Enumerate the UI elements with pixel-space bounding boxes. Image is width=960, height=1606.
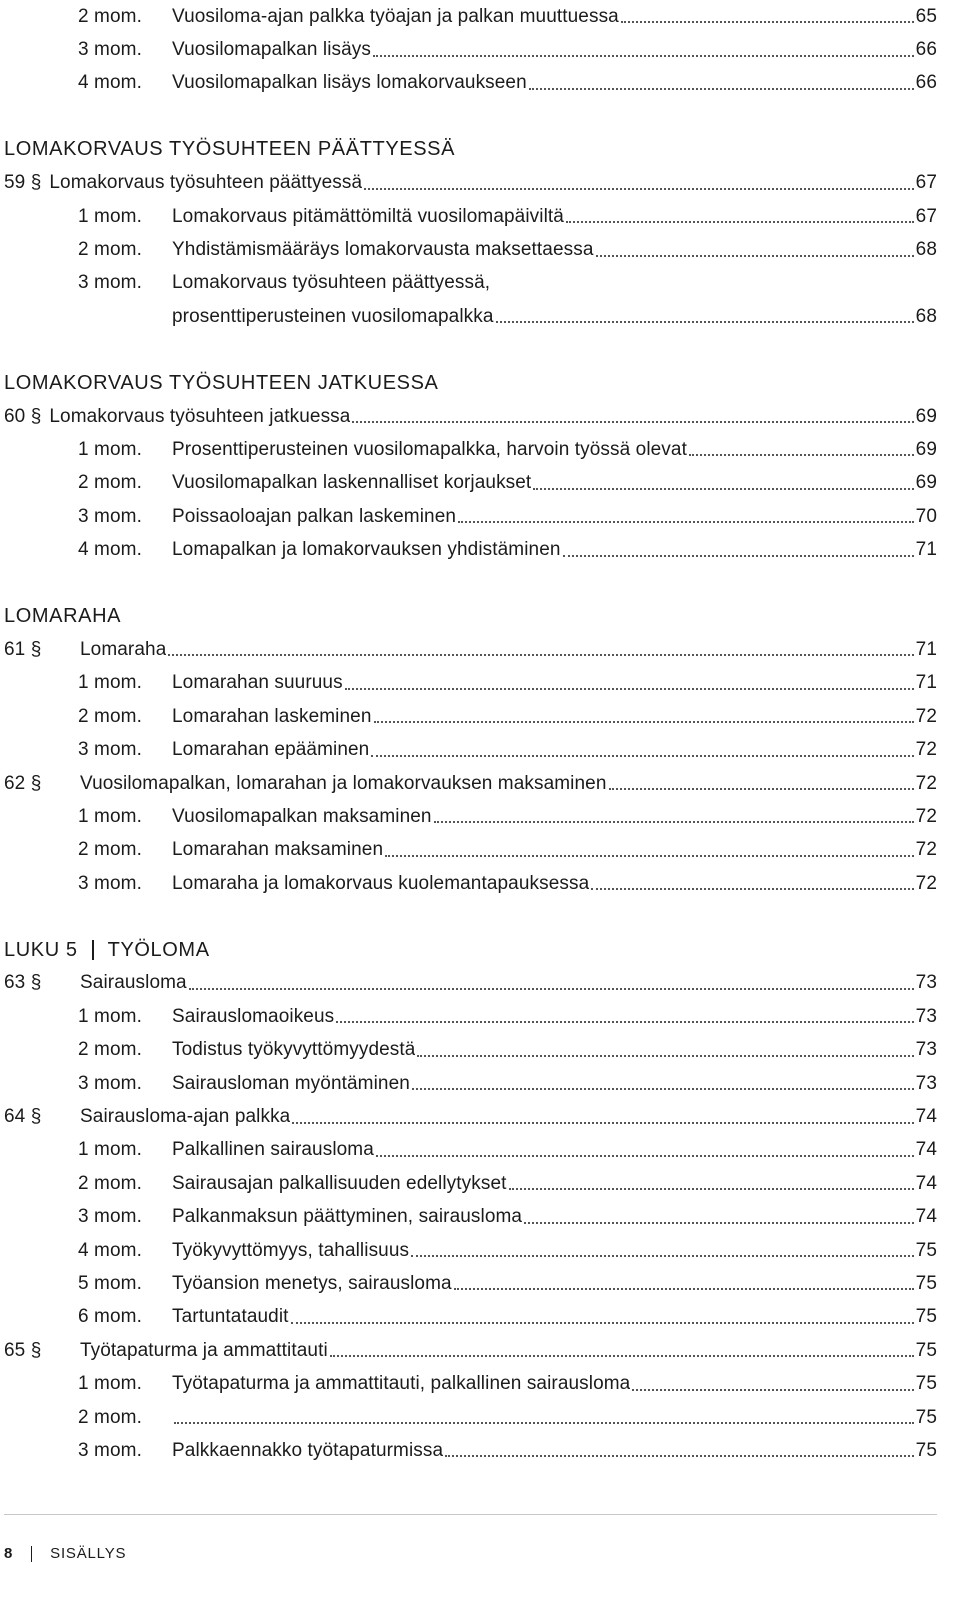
toc-section-page: 73 (915, 972, 937, 994)
toc-row-page: 66 (915, 72, 937, 94)
toc-row-title: Työtapaturma ja ammattitauti, palkallinen sairausloma (172, 1373, 631, 1395)
toc-row[interactable] (4, 1067, 937, 1100)
toc-section-number: 62 § (4, 772, 42, 794)
toc-row[interactable] (4, 667, 937, 700)
toc-row[interactable] (4, 67, 937, 100)
dot-leader (609, 769, 914, 790)
dot-leader (591, 869, 913, 890)
toc-row-title: Vuosiloma-ajan palkka työajan ja palkan muuttuessa (172, 5, 619, 27)
toc-row-page: 75 (915, 1373, 937, 1395)
toc-row-number: 2 mom. (78, 1039, 142, 1061)
dot-leader (621, 2, 914, 23)
page-number: 8 (4, 1545, 14, 1562)
toc-section-title: Sairausloma-ajan palkka (80, 1106, 291, 1128)
toc-row-page: 75 (915, 1439, 937, 1461)
dot-leader (417, 1036, 913, 1057)
toc-row-number: 1 mom. (78, 672, 142, 694)
dot-leader (292, 1103, 913, 1124)
toc-section-page: 74 (915, 1106, 937, 1128)
dot-leader (454, 1269, 914, 1290)
toc-row[interactable] (4, 867, 937, 900)
toc-row[interactable] (4, 500, 937, 533)
toc-row-page: 73 (915, 1039, 937, 1061)
dot-leader (291, 1303, 914, 1324)
toc-row-title: Prosenttiperusteinen vuosilomapalkka, harvoin työssä olevat (172, 438, 687, 460)
toc-row-page: 72 (915, 872, 937, 894)
toc-row[interactable] (4, 467, 937, 500)
toc-row[interactable] (4, 33, 937, 66)
toc-row-title: Työansion menetys, sairausloma (172, 1272, 452, 1294)
toc-row-title: Sairausajan palkallisuuden edellytykset (172, 1172, 507, 1194)
toc-section-number: 60 § (4, 405, 42, 427)
toc-row-number: 4 mom. (78, 72, 142, 94)
toc-row-page: 74 (915, 1206, 937, 1228)
toc-row-number: 3 mom. (78, 1072, 142, 1094)
toc-section-number: 63 § (4, 972, 42, 994)
toc-row-page: 75 (915, 1306, 937, 1328)
chapter-title: TYÖLOMA (107, 938, 210, 961)
toc-row-title: Vuosilomapalkan maksaminen (172, 805, 432, 827)
toc-row[interactable] (4, 1434, 937, 1467)
toc-row[interactable] (4, 1401, 937, 1434)
toc-row-number: 3 mom. (78, 272, 142, 294)
dot-leader (336, 1002, 913, 1023)
dot-leader (563, 536, 914, 557)
toc-row-number: 6 mom. (78, 1306, 142, 1328)
dot-leader (509, 1169, 914, 1190)
toc-section-row[interactable] (4, 1334, 937, 1367)
toc-row-page: 71 (915, 672, 937, 694)
dot-leader (524, 1203, 914, 1224)
toc-row-page: 75 (915, 1272, 937, 1294)
toc-section-number: 64 § (4, 1106, 42, 1128)
toc-row-title: Työkyvyttömyys, tahallisuus (172, 1239, 410, 1261)
toc-row-number: 1 mom. (78, 205, 142, 227)
dot-leader (376, 1136, 914, 1157)
toc-row-page: 72 (915, 739, 937, 761)
dot-leader (496, 302, 914, 323)
toc-row-title: Palkkaennakko työtapaturmissa (172, 1439, 444, 1461)
section-heading: LOMAKORVAUS TYÖSUHTEEN PÄÄTTYESSÄ (4, 138, 456, 161)
toc-row-page: 75 (915, 1239, 937, 1261)
toc-row[interactable] (4, 1000, 937, 1033)
dot-leader (352, 402, 913, 423)
toc-row-title-continued: prosenttiperusteinen vuosilomapalkka (172, 305, 494, 327)
dot-leader (458, 502, 914, 523)
toc-section-row[interactable] (4, 1100, 937, 1133)
toc-section-page: 71 (915, 638, 937, 660)
toc-section-page: 67 (915, 172, 937, 194)
table-of-contents (4, 0, 937, 1468)
footer-divider-bar (31, 1546, 32, 1562)
dot-leader (345, 669, 914, 690)
toc-row[interactable] (4, 533, 937, 566)
toc-row-page: 68 (915, 239, 937, 261)
dot-leader (434, 802, 914, 823)
toc-row[interactable] (4, 834, 937, 867)
toc-row-number: 1 mom. (78, 1373, 142, 1395)
toc-row[interactable] (4, 200, 937, 233)
toc-row-title: Lomakorvaus työsuhteen päättyessä, (172, 272, 491, 294)
toc-section-row[interactable] (4, 400, 937, 433)
toc-section-row[interactable] (4, 167, 937, 200)
toc-row[interactable] (4, 1201, 937, 1234)
toc-row-number: 5 mom. (78, 1272, 142, 1294)
dot-leader (385, 836, 914, 857)
toc-row-number: 1 mom. (78, 438, 142, 460)
toc-row-title: Palkallinen sairausloma (172, 1139, 374, 1161)
toc-section-number: 59 § (4, 172, 42, 194)
toc-row-page: 74 (915, 1139, 937, 1161)
toc-section-title: Lomakorvaus työsuhteen päättyessä (49, 172, 363, 194)
toc-row[interactable] (4, 267, 937, 300)
dot-leader (529, 69, 914, 90)
toc-row[interactable] (4, 700, 937, 733)
toc-row-number: 4 mom. (78, 1239, 142, 1261)
section-heading: LOMAKORVAUS TYÖSUHTEEN JATKUESSA (4, 371, 439, 394)
toc-row-page: 72 (915, 839, 937, 861)
toc-row-number: 1 mom. (78, 1139, 142, 1161)
dot-leader (689, 435, 914, 456)
dot-leader (533, 469, 913, 490)
dot-leader (330, 1336, 914, 1357)
dot-leader (596, 236, 914, 257)
toc-section-title: Lomaraha (80, 638, 167, 660)
footer-section-label: SISÄLLYS (50, 1545, 127, 1562)
toc-section-title: Sairausloma (80, 972, 187, 994)
dot-leader (371, 736, 913, 757)
toc-row-title: Sairauslomaoikeus (172, 1005, 335, 1027)
toc-row-page: 69 (915, 438, 937, 460)
toc-section-number: 65 § (4, 1339, 42, 1361)
toc-section-row[interactable] (4, 967, 937, 1000)
toc-row-page: 69 (915, 472, 937, 494)
toc-row-number: 2 mom. (78, 1172, 142, 1194)
toc-row[interactable] (4, 1367, 937, 1400)
toc-row-number: 1 mom. (78, 1005, 142, 1027)
toc-row-number: 3 mom. (78, 872, 142, 894)
toc-row-page: 73 (915, 1072, 937, 1094)
toc-row-title: Vuosilomapalkan lisäys (172, 39, 371, 61)
toc-row-number: 2 mom. (78, 1406, 142, 1428)
toc-section-title: Vuosilomapalkan, lomarahan ja lomakorvauksen maksaminen (80, 772, 607, 794)
toc-row-page: 66 (915, 39, 937, 61)
toc-row-page: 72 (915, 705, 937, 727)
toc-row-title: Palkanmaksun päättyminen, sairausloma (172, 1206, 523, 1228)
chapter-heading (4, 933, 937, 966)
toc-row-number: 1 mom. (78, 805, 142, 827)
heading-divider (92, 940, 94, 960)
toc-row-page: 73 (915, 1005, 937, 1027)
toc-row-number: 2 mom. (78, 839, 142, 861)
toc-row-title: Lomarahan epääminen (172, 739, 370, 761)
toc-row-title: Vuosilomapalkan lisäys lomakorvaukseen (172, 72, 527, 94)
toc-row-number: 3 mom. (78, 39, 142, 61)
toc-row-page: 71 (915, 539, 937, 561)
dot-leader (412, 1069, 914, 1090)
toc-section-page: 75 (915, 1339, 937, 1361)
dot-leader (632, 1370, 913, 1391)
section-heading: LOMARAHA (4, 605, 122, 628)
toc-row-title: Lomarahan maksaminen (172, 839, 384, 861)
toc-section-title: Työtapaturma ja ammattitauti (80, 1339, 328, 1361)
toc-row-page: 74 (915, 1172, 937, 1194)
toc-row-title: Vuosilomapalkan laskennalliset korjaukset (172, 472, 532, 494)
footer-divider (4, 1514, 937, 1515)
page-footer (4, 1545, 126, 1562)
toc-row[interactable] (4, 1167, 937, 1200)
dot-leader (411, 1236, 914, 1257)
toc-row-number: 3 mom. (78, 505, 142, 527)
toc-row-title: Lomarahan laskeminen (172, 705, 372, 727)
dot-leader (189, 969, 914, 990)
toc-row-page: 65 (915, 5, 937, 27)
toc-row-number: 3 mom. (78, 1206, 142, 1228)
toc-row-page: 75 (915, 1406, 937, 1428)
toc-row[interactable] (4, 1267, 937, 1300)
toc-row-number: 4 mom. (78, 539, 142, 561)
toc-row-continuation[interactable] (4, 300, 937, 333)
dot-leader (174, 1403, 914, 1424)
toc-row[interactable] (4, 433, 937, 466)
toc-row-title: Lomaraha ja lomakorvaus kuolemantapauksessa (172, 872, 590, 894)
toc-section-row[interactable] (4, 767, 937, 800)
toc-row-number: 2 mom. (78, 472, 142, 494)
toc-section-page: 72 (915, 772, 937, 794)
toc-section-page: 69 (915, 405, 937, 427)
toc-row-title: Lomarahan suuruus (172, 672, 343, 694)
toc-row-page: 67 (915, 205, 937, 227)
dot-leader (364, 169, 914, 190)
toc-row[interactable] (4, 1301, 937, 1334)
toc-row-number: 3 mom. (78, 1439, 142, 1461)
dot-leader (566, 202, 914, 223)
toc-row-title: Todistus työkyvyttömyydestä (172, 1039, 416, 1061)
toc-row[interactable] (4, 733, 937, 766)
dot-leader (373, 36, 914, 57)
toc-row-title: Poissaoloajan palkan laskeminen (172, 505, 457, 527)
dot-leader (374, 702, 914, 723)
toc-row-number: 2 mom. (78, 239, 142, 261)
toc-row[interactable] (4, 800, 937, 833)
toc-section-row[interactable] (4, 633, 937, 666)
toc-row-title: Lomapalkan ja lomakorvauksen yhdistäminen (172, 539, 561, 561)
dot-leader (168, 635, 913, 656)
toc-row[interactable] (4, 1134, 937, 1167)
toc-row-number: 2 mom. (78, 5, 142, 27)
chapter-number: LUKU 5 (4, 938, 78, 961)
toc-row-title: Lomakorvaus pitämättömiltä vuosilomapäiviltä (172, 205, 564, 227)
toc-row-page: 70 (915, 505, 937, 527)
toc-section-title: Lomakorvaus työsuhteen jatkuessa (49, 405, 351, 427)
toc-section-number: 61 § (4, 638, 42, 660)
toc-row-page: 72 (915, 805, 937, 827)
toc-row[interactable] (4, 233, 937, 266)
toc-row-number: 3 mom. (78, 739, 142, 761)
dot-leader (445, 1436, 914, 1457)
toc-row[interactable] (4, 1034, 937, 1067)
toc-row-title: Tartuntataudit (172, 1306, 289, 1328)
toc-row-number: 2 mom. (78, 705, 142, 727)
toc-row-page: 68 (915, 305, 937, 327)
toc-row[interactable] (4, 0, 937, 33)
toc-row-title: Sairausloman myöntäminen (172, 1072, 410, 1094)
toc-row[interactable] (4, 1234, 937, 1267)
toc-row-title: Yhdistämismääräys lomakorvausta maksettaessa (172, 239, 594, 261)
